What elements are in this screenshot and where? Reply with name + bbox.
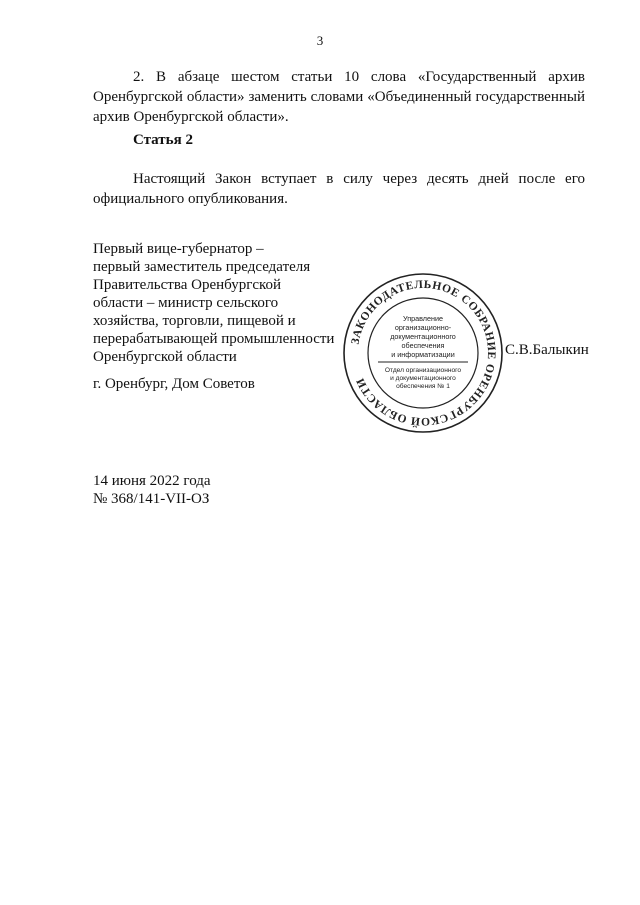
amendment-paragraph: 2. В абзаце шестом статьи 10 слова «Государственный архив Оренбургской области» заменить словами «Объединенный государственный архив Оренбургской области».	[93, 69, 585, 125]
signer-name: С.В.Балыкин	[505, 342, 589, 358]
seal-top-line: обеспечения	[401, 341, 445, 350]
seal-top-line: организационно-	[394, 323, 452, 332]
seal-ring-text: ЗАКОНОДАТЕЛЬНОЕ СОБРАНИЕ ОРЕНБУРГСКОЙ ОБЛАСТИ	[349, 278, 498, 428]
signing-place: г. Оренбург, Дом Советов	[93, 376, 255, 392]
signer-position	[93, 240, 353, 366]
signer-position-line: первый заместитель председателя	[93, 259, 311, 275]
law-date: 14 июня 2022 года	[93, 473, 211, 489]
seal-bottom-line: и документационного	[390, 375, 456, 382]
signer-position-line: области – министр сельского	[93, 295, 279, 311]
seal-bottom-line: Отдел организационного	[384, 367, 462, 374]
page-number: 3	[316, 33, 324, 48]
article-title: Статья 2	[133, 132, 193, 148]
seal-bottom-line: обеспечения № 1	[396, 383, 450, 390]
law-number: № 368/141-VII-ОЗ	[93, 491, 210, 507]
seal-top-line: и информатизации	[391, 350, 455, 359]
signer-position-line: Правительства Оренбургской	[93, 277, 282, 293]
seal-top-line: документационного	[390, 332, 456, 341]
official-seal	[338, 268, 508, 438]
signer-position-line: перерабатывающей промышленности	[93, 331, 335, 347]
effective-date-paragraph: Настоящий Закон вступает в силу через десять дней после его официального опубликования.	[93, 171, 585, 207]
seal-top-line: Управление	[403, 314, 443, 323]
signer-position-line: Оренбургской области	[93, 349, 237, 365]
signer-position-line: Первый вице-губернатор –	[93, 241, 264, 257]
signer-position-line: хозяйства, торговли, пищевой и	[93, 313, 296, 329]
